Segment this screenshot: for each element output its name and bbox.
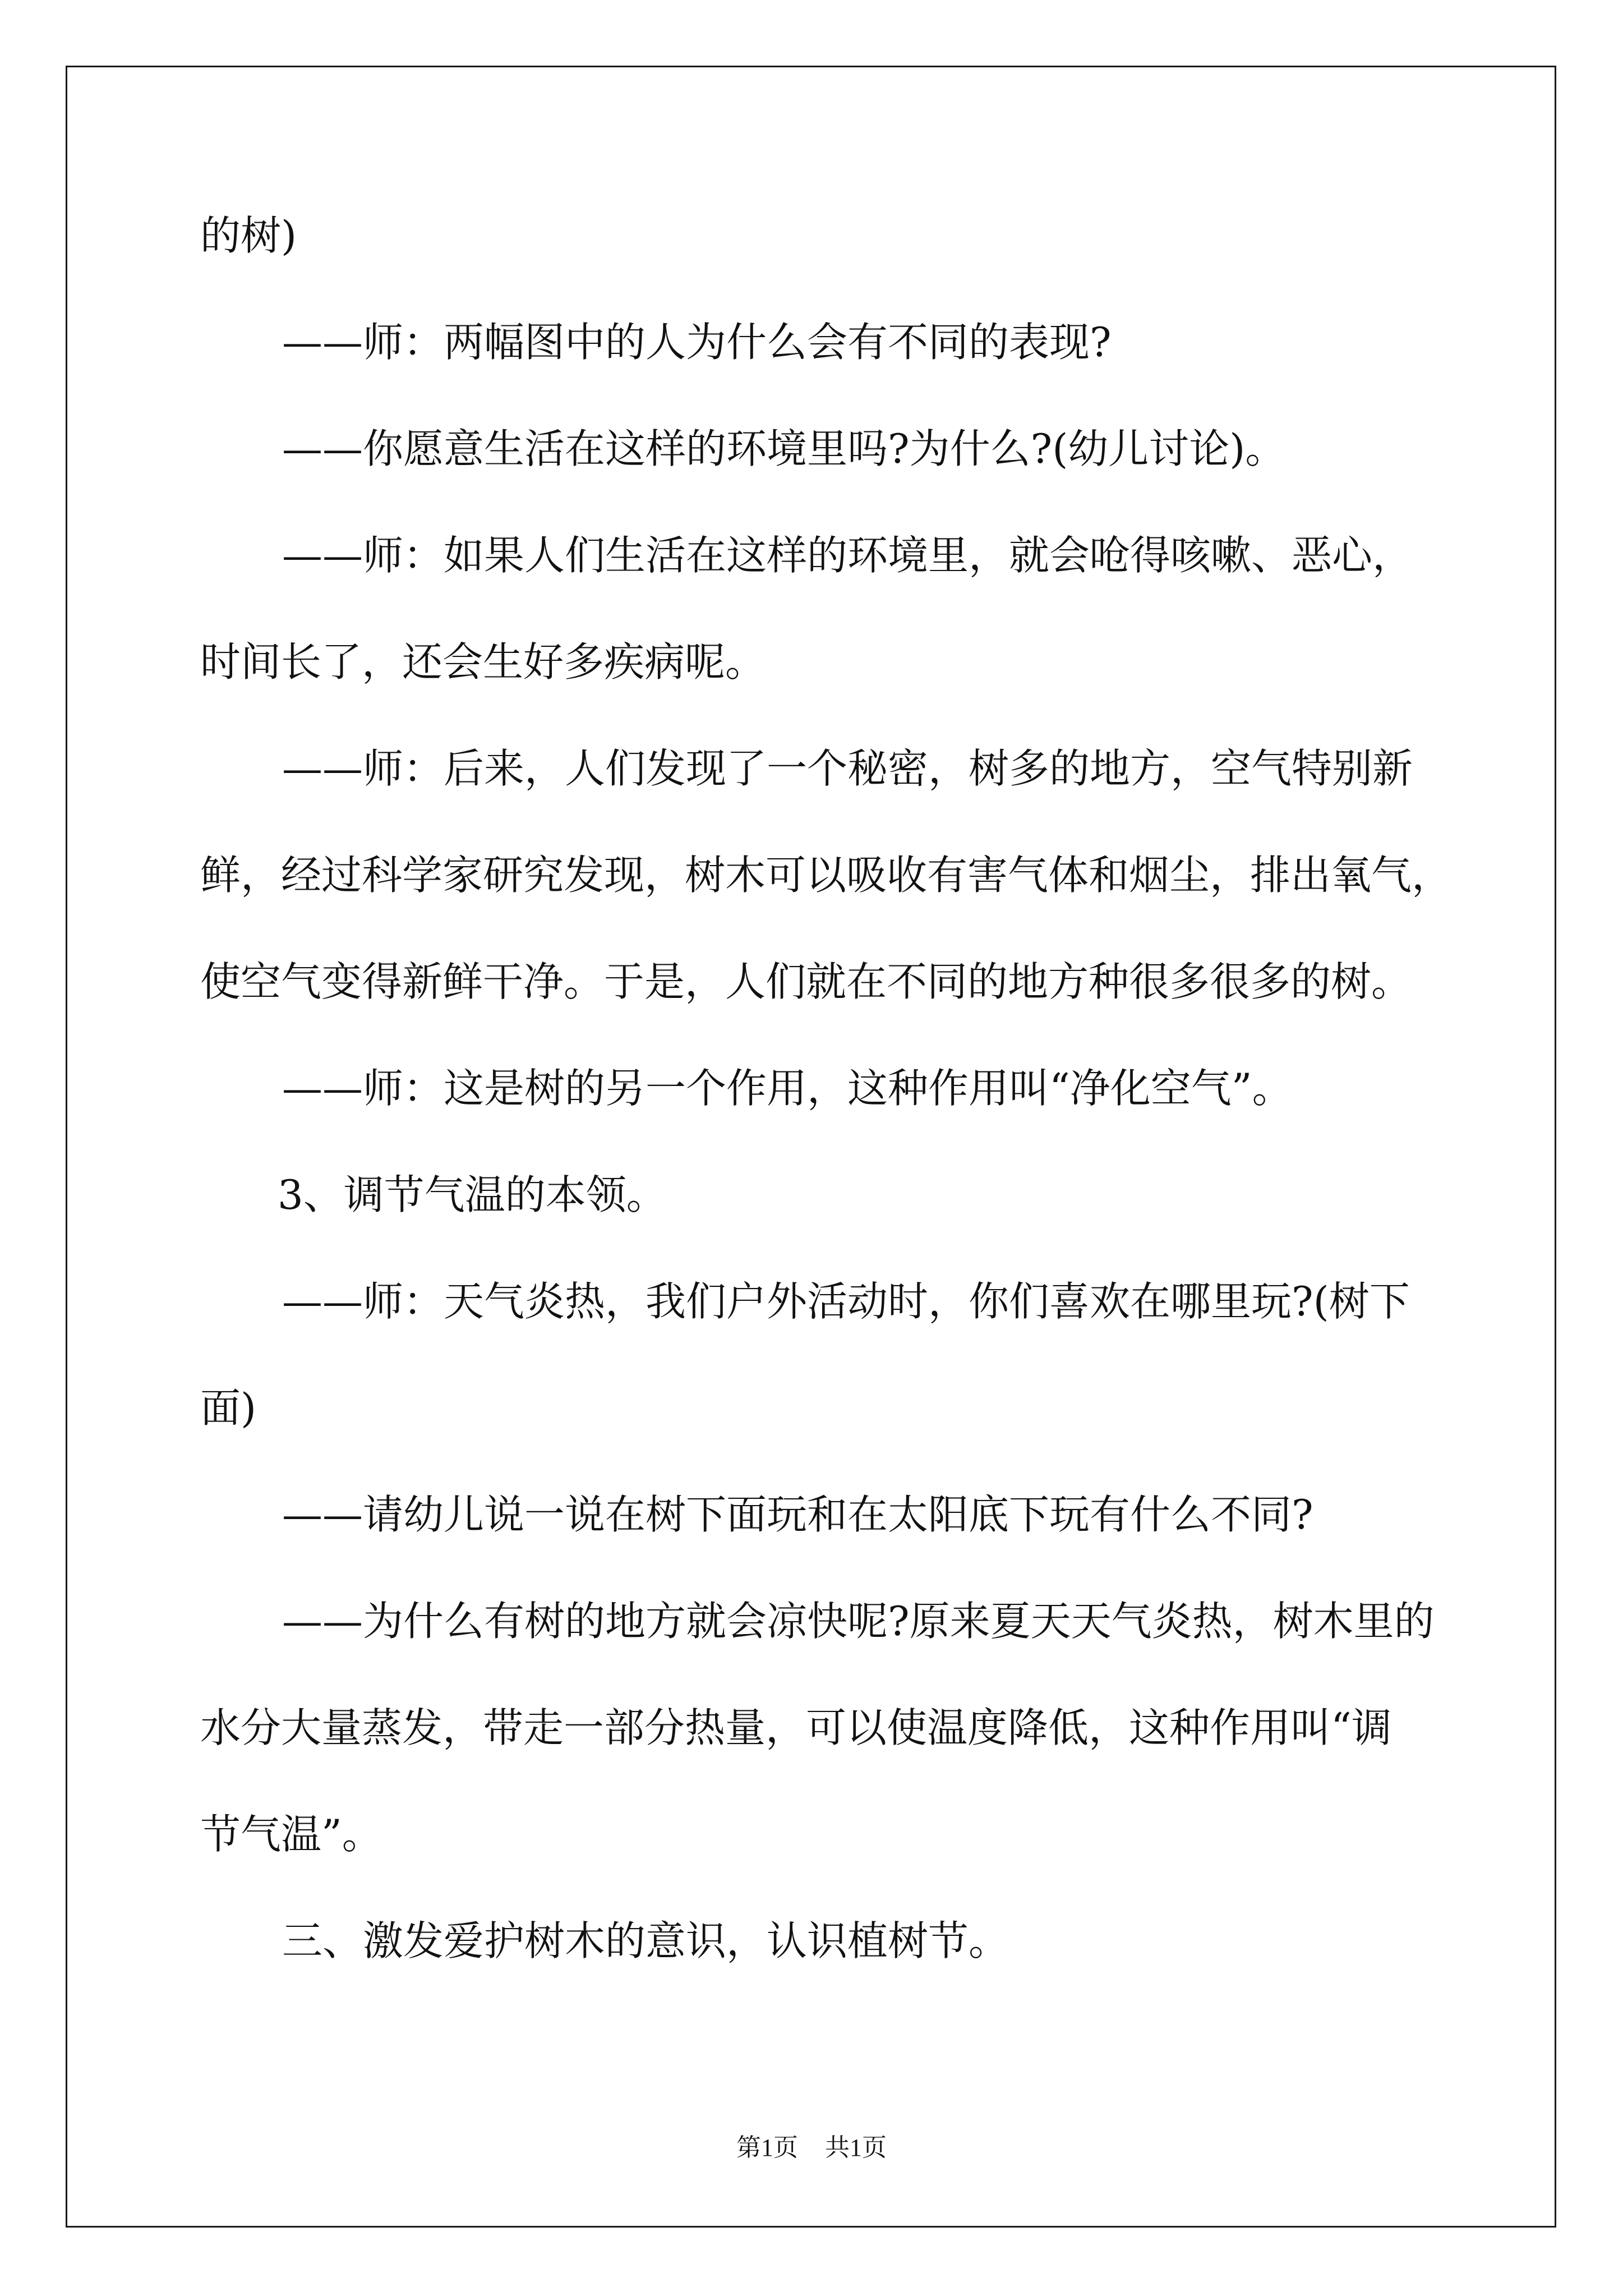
- text-line: ——师：这是树的另一个作用，这种作用叫“净化空气”。: [282, 1065, 1293, 1112]
- section-heading: 三、激发爱护树木的意识，认识植树节。: [282, 1917, 1009, 1964]
- text-line: ——师：天气炎热，我们户外活动时，你们喜欢在哪里玩?(树下: [282, 1278, 1410, 1325]
- text-line: 节气温”。: [200, 1811, 382, 1858]
- page-number: 第1页: [736, 2134, 798, 2161]
- page-total: 共1页: [825, 2134, 887, 2161]
- document-body: [200, 202, 1453, 2014]
- text-line: ——师：后来，人们发现了一个秘密，树多的地方，空气特别新: [282, 745, 1413, 792]
- text-line: 鲜，经过科学家研究发现，树木可以吸收有害气体和烟尘，排出氧气，: [200, 852, 1453, 899]
- text-line: 时间长了，还会生好多疾病呢。: [200, 638, 766, 685]
- text-line: 的树): [200, 212, 297, 259]
- text-line: ——师：如果人们生活在这样的环境里，就会呛得咳嗽、恶心，: [282, 532, 1413, 579]
- text-line: ——请幼儿说一说在树下面玩和在太阳底下玩有什么不同?: [282, 1491, 1313, 1538]
- text-line: 使空气变得新鲜干净。于是，人们就在不同的地方种很多很多的树。: [200, 958, 1412, 1005]
- text-line: ——你愿意生活在这样的环境里吗?为什么?(幼儿讨论)。: [282, 425, 1286, 472]
- text-line: 水分大量蒸发，带走一部分热量，可以使温度降低，这种作用叫“调: [200, 1704, 1392, 1751]
- text-line: ——师：两幅图中的人为什么会有不同的表现?: [282, 319, 1112, 366]
- text-line: ——为什么有树的地方就会凉快呢?原来夏天天气炎热，树木里的: [282, 1598, 1435, 1645]
- page-footer: [0, 2127, 1623, 2163]
- text-line: 面): [200, 1384, 257, 1432]
- section-heading: 3、调节气温的本领。: [278, 1171, 667, 1218]
